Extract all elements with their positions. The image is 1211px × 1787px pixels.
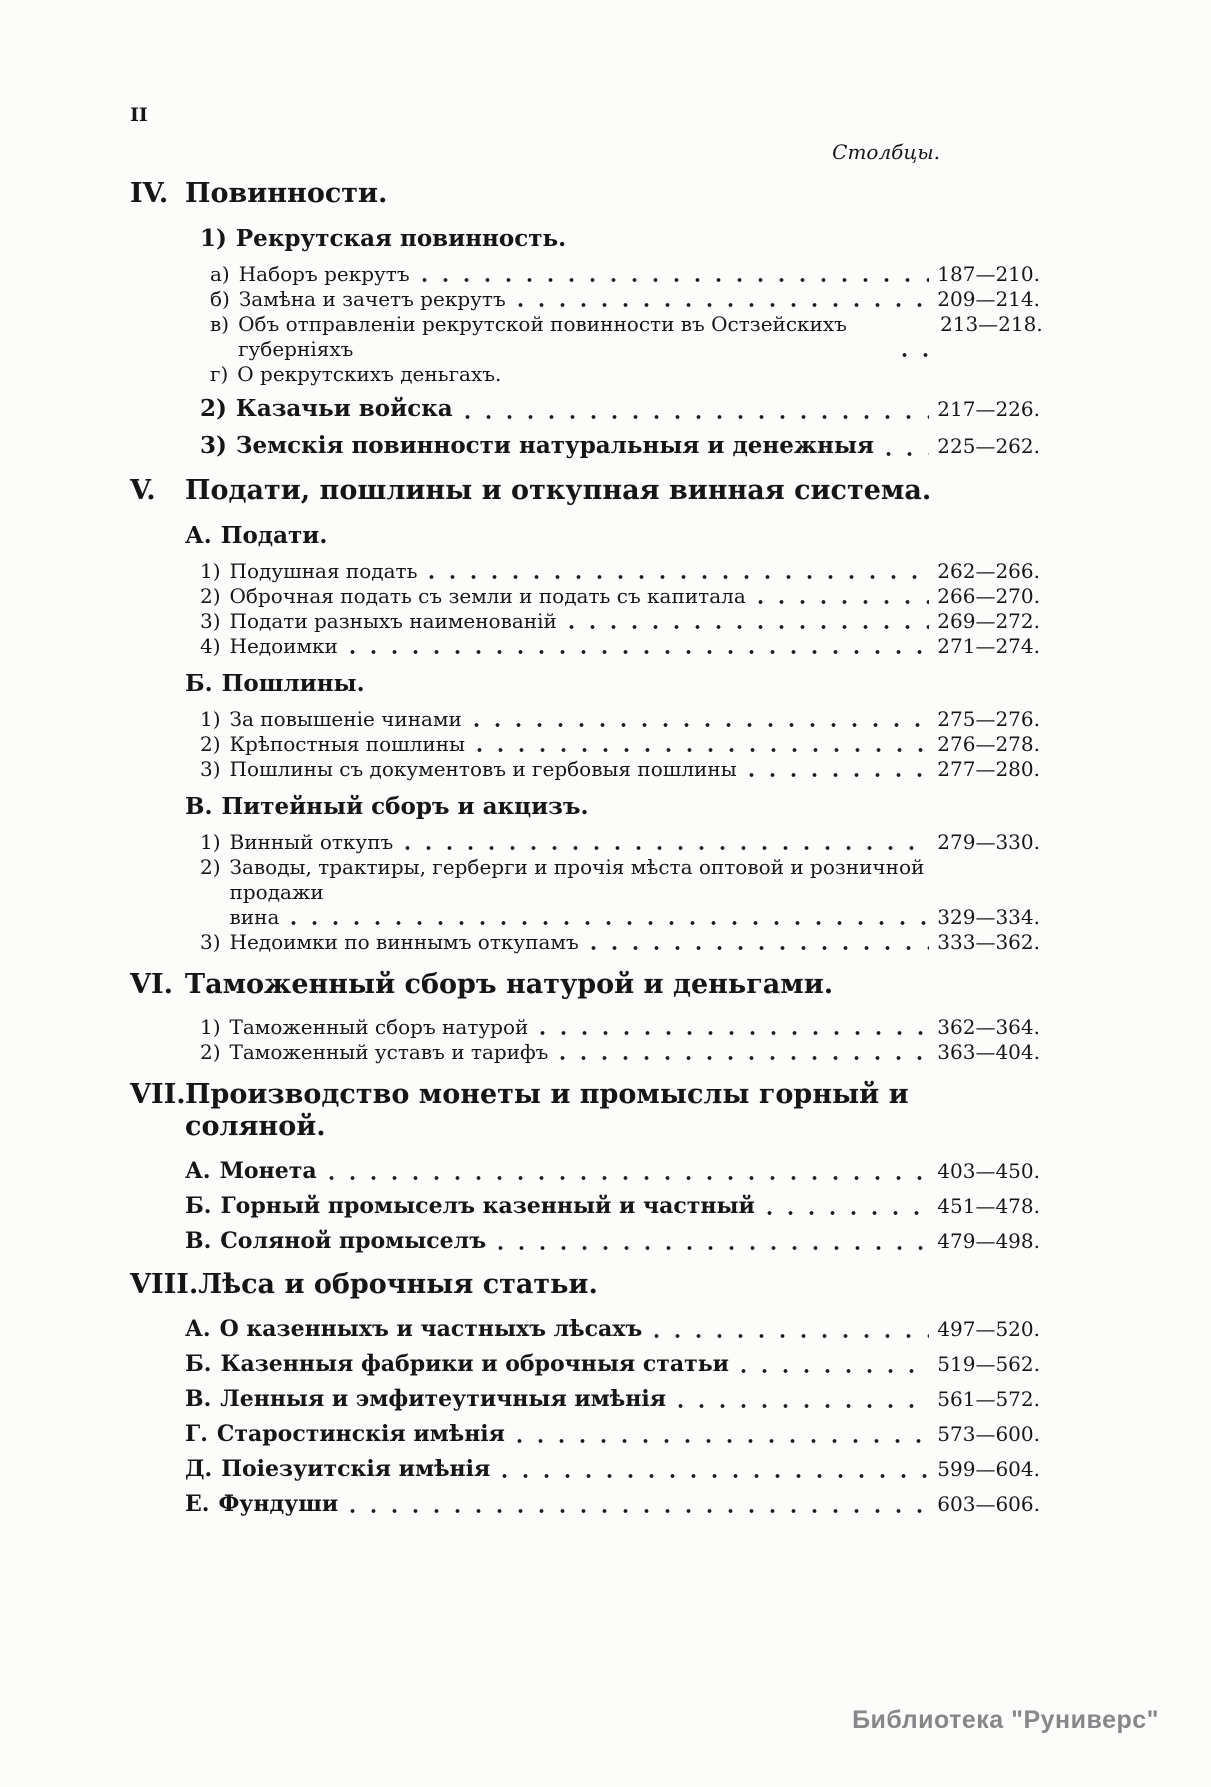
entry-number: 3) (200, 757, 221, 781)
dot-leader (429, 574, 929, 580)
dot-leader (465, 414, 930, 420)
entry-number: А. (185, 522, 212, 549)
entry-pages: 329—334. (937, 905, 1040, 929)
toc-entry (130, 262, 1040, 287)
entry-text: Подушная подать (229, 559, 418, 583)
dot-leader (741, 1368, 929, 1374)
toc-entry (130, 930, 1040, 955)
entry-continuation-row (230, 905, 938, 930)
entry-pages: 519—562. (937, 1352, 1040, 1376)
dot-leader (474, 722, 929, 728)
entry-number: Б. (185, 670, 213, 697)
toc-entry (130, 431, 1040, 461)
section-heading (130, 969, 1040, 1001)
toc-entry (130, 1490, 1040, 1518)
entry-pages: 277—280. (937, 757, 1040, 781)
entry-pages: 276—278. (937, 732, 1040, 756)
toc-entry (130, 559, 1040, 584)
entry-number: Б. (185, 1193, 212, 1219)
section-heading (130, 475, 1040, 507)
toc-entry (130, 1040, 1040, 1065)
toc-entry (130, 707, 1040, 732)
toc-entry (130, 1385, 1040, 1413)
entry-text: Казенныя фабрики и оброчныя статьи (220, 1351, 729, 1377)
toc-section (130, 1079, 1040, 1255)
entry-text: Ленныя и эмфитеутичныя имѣнія (220, 1386, 666, 1412)
entry-text-continuation: вина (229, 905, 280, 929)
dot-leader (350, 1508, 929, 1514)
entry-number: Е. (185, 1491, 210, 1517)
entry-number: 2) (200, 855, 221, 879)
entry-pages: 599—604. (937, 1457, 1040, 1481)
toc-entry (130, 609, 1040, 634)
entry-pages: 603—606. (937, 1492, 1040, 1516)
entry-number: 1) (200, 225, 227, 252)
section-title: Лѣса и оброчныя статьи. (198, 1269, 598, 1300)
toc-entry (130, 312, 1043, 362)
toc-entry (130, 1350, 1040, 1378)
toc-entry (130, 1192, 1040, 1220)
toc-entry (130, 224, 1040, 253)
entry-text: Монета (219, 1158, 317, 1184)
entry-number: В. (185, 793, 213, 820)
dot-leader (291, 920, 929, 926)
entry-text: Недоимки (229, 634, 338, 658)
entry-number: Г. (185, 1421, 208, 1447)
dot-leader (477, 747, 929, 753)
entry-pages: 479—498. (937, 1229, 1040, 1253)
entry-pages: 262—266. (937, 559, 1040, 583)
entry-number: 2) (200, 584, 221, 608)
dot-leader (678, 1403, 929, 1409)
toc-entry (130, 830, 1040, 855)
entry-number: Д. (185, 1456, 213, 1482)
entry-text: О рекрутскихъ деньгахъ. (237, 362, 502, 386)
toc-entry (130, 757, 1040, 782)
entry-number: Б. (185, 1351, 212, 1377)
entry-number: 1) (200, 707, 221, 731)
library-watermark: Библиотека "Руниверс" (852, 1706, 1159, 1734)
toc-entry (130, 1015, 1040, 1040)
entry-text: Подати. (220, 522, 328, 549)
toc-section (130, 475, 1040, 955)
section-number: VII. (130, 1079, 186, 1110)
dot-leader (749, 772, 930, 778)
entry-text: Заводы, трактиры, герберги и прочія мѣста оптовой и розничной продажи (229, 855, 925, 904)
entry-number: 3) (200, 609, 221, 633)
toc-entry (130, 287, 1040, 312)
entry-text: Казачьи войска (235, 395, 453, 422)
dot-leader (767, 1210, 929, 1216)
toc-entry (130, 1315, 1040, 1343)
dot-leader (758, 599, 930, 605)
entry-number: 4) (200, 634, 221, 658)
dot-leader (405, 845, 929, 851)
entry-pages: 497—520. (937, 1317, 1040, 1341)
entry-text: Рекрутская повинность. (235, 225, 567, 252)
dot-leader (517, 1438, 929, 1444)
dot-leader (902, 352, 932, 358)
entry-number: В. (185, 1386, 212, 1412)
dot-leader (518, 302, 930, 308)
section-heading (130, 1269, 1040, 1301)
dot-leader (502, 1473, 929, 1479)
section-number: VI. (130, 969, 173, 1000)
entry-text: Замѣна и зачетъ рекрутъ (238, 287, 506, 311)
toc-entry (130, 521, 1040, 550)
entry-pages: 217—226. (937, 397, 1040, 421)
entry-pages: 271—274. (937, 634, 1040, 658)
section-title: Подати, пошлины и откупная винная система. (185, 475, 932, 506)
toc-entry (130, 1420, 1040, 1448)
entry-pages: 362—364. (937, 1015, 1040, 1039)
entry-text-wrap (230, 855, 938, 930)
dot-leader (329, 1175, 930, 1181)
toc-entry (130, 732, 1040, 757)
entry-text: За повышеніе чинами (229, 707, 462, 731)
entry-number: 1) (200, 830, 221, 854)
entry-pages: 275—276. (937, 707, 1040, 731)
entry-text: Таможенный сборъ натурой (229, 1015, 529, 1039)
entry-pages: 187—210. (937, 262, 1040, 286)
entry-number: 2) (200, 732, 221, 756)
entry-pages: 269—272. (937, 609, 1040, 633)
toc-section (130, 178, 1043, 461)
entry-number: а) (210, 262, 230, 286)
entry-number: А. (185, 1158, 211, 1184)
entry-text: Винный откупъ (229, 830, 394, 854)
section-number: IV. (130, 178, 169, 209)
toc-entry (130, 1455, 1040, 1483)
dot-leader (422, 277, 930, 283)
entry-pages: 279—330. (937, 830, 1040, 854)
dot-leader (886, 451, 929, 457)
entry-text: Фундуши (218, 1491, 339, 1517)
section-heading (130, 1079, 1040, 1143)
entry-number: 1) (200, 559, 221, 583)
dot-leader (350, 649, 929, 655)
toc-entry (130, 855, 1040, 930)
entry-text: Оброчная подать съ земли и подать съ капитала (229, 584, 746, 608)
toc-entry (130, 584, 1040, 609)
entry-number: в) (210, 312, 230, 336)
toc-entry (130, 634, 1040, 659)
entry-number: 2) (200, 1040, 221, 1064)
toc-entry (130, 792, 1040, 821)
entry-pages: 561—572. (937, 1387, 1040, 1411)
scanned-page (130, 104, 1043, 1525)
dot-leader (560, 1055, 929, 1061)
toc-entry (130, 1157, 1040, 1185)
dot-leader (540, 1030, 929, 1036)
entry-number: А. (185, 1316, 211, 1342)
toc-entry (130, 394, 1040, 424)
entry-text: Старостинскія имѣнія (216, 1421, 505, 1447)
page-number: II (130, 104, 148, 126)
entry-number: б) (210, 287, 230, 311)
entry-pages: 403—450. (937, 1159, 1040, 1183)
section-title: Производство монеты и промыслы горный и соляной. (185, 1079, 909, 1142)
entry-pages: 209—214. (937, 287, 1040, 311)
section-heading (130, 178, 1040, 210)
dot-leader (591, 945, 930, 951)
entry-number: 2) (200, 395, 227, 422)
entry-pages: 225—262. (937, 434, 1040, 458)
entry-number: г) (210, 362, 229, 386)
entry-pages: 213—218. (940, 312, 1043, 336)
entry-pages: 451—478. (937, 1194, 1040, 1218)
entry-text: Земскія повинности натуральныя и денежныя (235, 432, 875, 459)
section-number: V. (130, 475, 156, 506)
entry-pages: 573—600. (937, 1422, 1040, 1446)
entry-number: В. (185, 1228, 212, 1254)
entry-text: Недоимки по виннымъ откупамъ (229, 930, 579, 954)
entry-number: 3) (200, 930, 221, 954)
entry-text: Подати разныхъ наименованій (229, 609, 557, 633)
dot-leader (569, 624, 929, 630)
entry-text: Питейный сборъ и акцизъ. (221, 793, 589, 820)
entry-text: Пошлины. (221, 670, 365, 697)
section-title: Таможенный сборъ натурой и деньгами. (185, 969, 834, 1000)
entry-pages: 363—404. (937, 1040, 1040, 1064)
entry-text: Поіезуитскія имѣнія (221, 1456, 491, 1482)
entry-text: Горный промыселъ казенный и частный (220, 1193, 755, 1219)
entry-pages: 333—362. (937, 930, 1040, 954)
column-header-label: Столбцы. (832, 140, 940, 164)
entry-text: Наборъ рекрутъ (238, 262, 410, 286)
toc-entry (130, 362, 1040, 387)
dot-leader (498, 1245, 929, 1251)
toc-section (130, 1269, 1040, 1518)
toc-entry (130, 1227, 1040, 1255)
dot-leader (654, 1333, 929, 1339)
entry-text: Соляной промыселъ (220, 1228, 487, 1254)
entry-text: Таможенный уставъ и тарифъ (229, 1040, 549, 1064)
entry-pages: 266—270. (937, 584, 1040, 608)
entry-text: Объ отправленіи рекрутской повинности въ Остзейскихъ губерніяхъ (238, 312, 847, 361)
entry-number: 3) (200, 432, 227, 459)
section-number: VIII. (130, 1269, 199, 1300)
entry-text: Крѣпостныя пошлины (229, 732, 465, 756)
entry-text: О казенныхъ и частныхъ лѣсахъ (219, 1316, 643, 1342)
section-title: Повинности. (185, 178, 388, 209)
toc-section (130, 969, 1040, 1065)
entry-number: 1) (200, 1015, 221, 1039)
entry-text: Пошлины съ документовъ и гербовыя пошлины (229, 757, 737, 781)
table-of-contents (130, 178, 1043, 1518)
toc-entry (130, 669, 1040, 698)
